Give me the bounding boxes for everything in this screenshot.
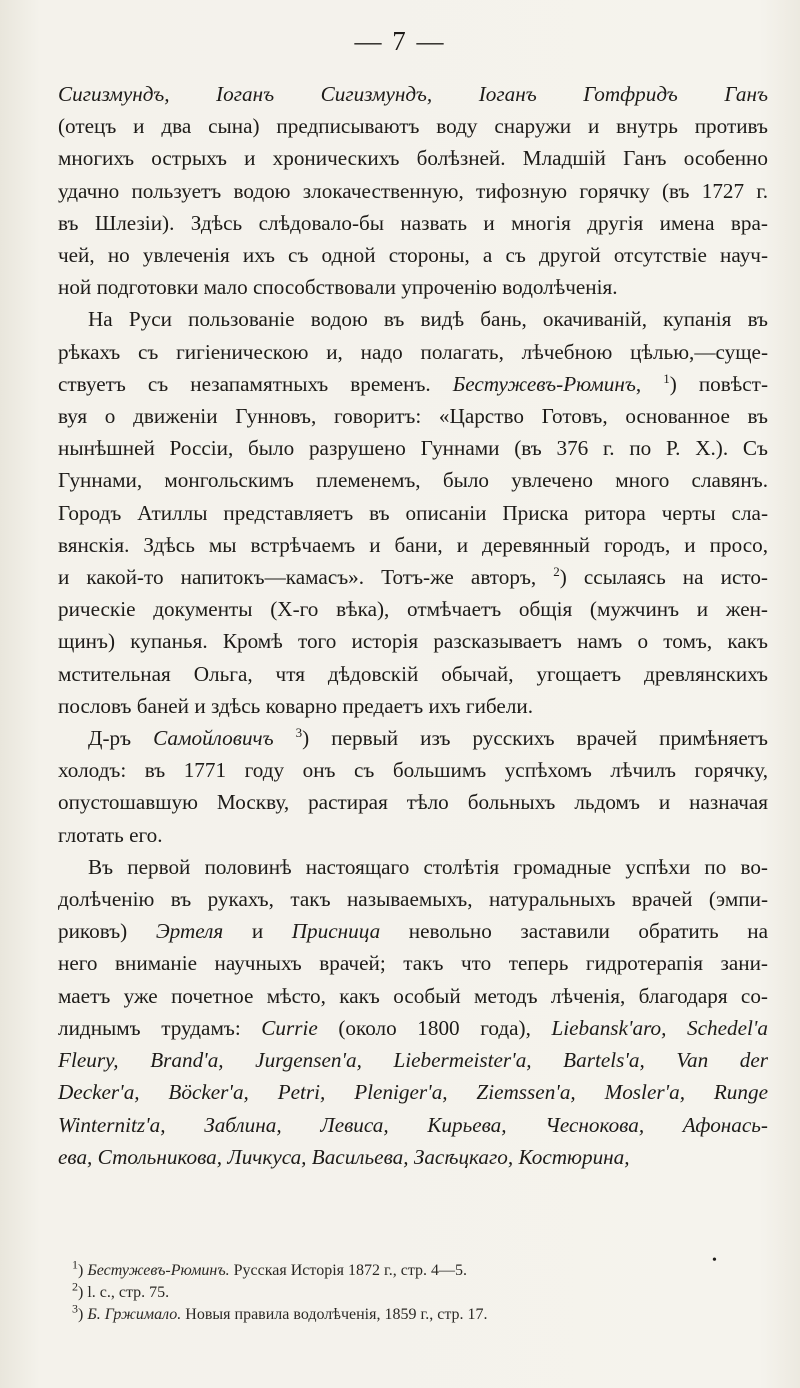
text-segment: ствуетъ съ незапамятныхъ временъ. (58, 371, 453, 396)
text-segment: чей, но увлеченія ихъ съ одной стороны, а съ другой отсутствіе науч- (58, 243, 768, 268)
text-segment: пословъ баней и здѣсь коварно предаетъ ихъ гибели. (58, 693, 534, 718)
footnote: $^1$) Бестужевъ-Рюминъ. Русская Исторія 1872 г., стр. 4—5. (72, 1257, 468, 1279)
main-text (58, 78, 768, 1173)
text-segment: удачно пользуетъ водою злокачественную, тифозную горячку (въ 1727 г. (58, 178, 768, 203)
text-line (58, 851, 768, 883)
text-line (58, 207, 768, 239)
text-line (58, 497, 768, 529)
text-segment: него вниманіе научныхъ врачей; такъ что теперь гидротерапія зани- (58, 951, 768, 976)
text-line (58, 110, 768, 142)
text-line (58, 786, 768, 818)
text-line (58, 78, 768, 110)
text-line (58, 1076, 768, 1108)
italic-name: ева, Стольникова, Личкуса, Васильева, Засѣцкаго, Костюрина, (58, 1144, 630, 1169)
text-line (58, 915, 768, 947)
text-segment: многихъ острыхъ и хроническихъ болѣзней. Младшій Ганъ особенно (58, 146, 768, 171)
text-segment: лиднымъ трудамъ: (58, 1015, 262, 1040)
text-line (58, 819, 768, 851)
italic-name: Присница (291, 919, 381, 944)
text-line (58, 690, 768, 722)
text-line (58, 947, 768, 979)
text-segment: щинъ) купанья. Кромѣ того исторія разсказываетъ намъ о томъ, какъ (58, 629, 768, 654)
text-line (58, 1109, 768, 1141)
footnote-author: Бестужевъ-Рюминъ. (87, 1262, 230, 1279)
text-line (58, 142, 768, 174)
text-line (58, 593, 768, 625)
text-line (58, 1012, 768, 1044)
text-segment: и (223, 919, 292, 944)
text-segment: Городъ Атиллы представляетъ въ описаніи Приска ритора черты сла- (58, 500, 768, 525)
text-line (58, 303, 768, 335)
text-segment: нынѣшней Россіи, было разрушено Гуннами (въ 376 г. по Р. Х.). Съ (58, 436, 768, 461)
footnote-mark: 3 (72, 1301, 78, 1316)
italic-name: Бестужевъ-Рюминъ (452, 371, 636, 396)
footnote-text: Новыя правила водолѣченія, 1859 г., стр. 17. (185, 1306, 488, 1323)
text-segment: глотать его. (58, 822, 163, 847)
italic-name: Fleury, Brand'a, Jurgensen'a, Liebermeister'a, Bartels'a, Van der (58, 1048, 768, 1073)
text-segment (274, 726, 296, 750)
italic-name: Liebansk'aro, Schedel'a (551, 1015, 768, 1040)
text-segment: Въ первой половинѣ настоящаго столѣтія громадные успѣхи по во- (88, 854, 768, 879)
text-line (58, 754, 768, 786)
page-number: — 7 — (354, 26, 446, 56)
footnote-author: Б. Гржимало. (87, 1306, 182, 1323)
text-line (58, 239, 768, 271)
text-segment: и какой-то напитокъ—камасъ». Тотъ-же авторъ, (58, 565, 554, 590)
text-segment: На Руси пользованіе водою въ видѣ бань, окачиваній, купанія въ (88, 307, 768, 332)
text-line (58, 464, 768, 496)
text-segment: риковъ) (58, 919, 156, 944)
text-line (58, 1141, 768, 1173)
italic-name: Сигизмундъ, Іоганъ Сигизмундъ, Іоганъ Готфридъ Ганъ (58, 82, 768, 106)
text-segment: ной подготовки мало способствовали упроченію водолѣченія. (58, 275, 618, 300)
text-segment: опустошавшую Москву, растирая тѣло больныхъ льдомъ и назначая (58, 790, 768, 815)
text-segment: , (635, 371, 664, 396)
footnote: $^2$) l. c., стр. 75. (72, 1279, 170, 1301)
footnote-text: Русская Исторія 1872 г., стр. 4—5. (233, 1262, 468, 1279)
italic-name: Самойловичъ (153, 726, 274, 751)
text-segment: ) повѣст- (669, 371, 768, 396)
footnote-mark: 2 (72, 1279, 78, 1294)
italic-name: Winternitz'a, Заблина, Левиса, Кирьева, Чеснокова, Афонась- (58, 1112, 768, 1137)
stray-mark: • (712, 1253, 717, 1268)
text-line (58, 368, 768, 400)
text-segment: вянскія. Здѣсь мы встрѣчаемъ и бани, и деревянный городъ, и просо, (58, 532, 768, 557)
footnote-ref: 1 (663, 370, 670, 386)
text-line (58, 561, 768, 593)
text-segment: ) ссылаясь на исто- (559, 565, 768, 590)
text-line (58, 625, 768, 657)
text-segment: (около 1800 года), (317, 1015, 552, 1040)
text-line (58, 175, 768, 207)
footnote-ref: 3 (295, 725, 303, 740)
text-segment: долѣченію въ рукахъ, такъ называемыхъ, натуральныхъ врачей (эмпи- (58, 887, 768, 912)
footnote-text: l. c., стр. 75. (87, 1284, 170, 1301)
text-line (58, 1044, 768, 1076)
text-line (58, 400, 768, 432)
footnote: $^3$) Б. Гржимало. Новыя правила водолѣченія, 1859 г., стр. 17. (72, 1301, 488, 1323)
text-line (58, 432, 768, 464)
text-segment: ) первый изъ русскихъ врачей примѣняетъ (302, 726, 769, 751)
italic-name: Decker'a, Böcker'a, Petri, Pleniger'a, Ziemssen'a, Mosler'a, Runge (58, 1080, 768, 1105)
text-line (58, 883, 768, 915)
text-segment: Д-ръ (88, 726, 154, 751)
text-segment: вуя о движеніи Гунновъ, говоритъ: «Царство Готовъ, основанное въ (58, 404, 768, 429)
text-line (58, 271, 768, 303)
text-segment: въ Шлезіи). Здѣсь слѣдовало-бы назвать и многія другія имена вра- (58, 210, 768, 235)
text-line (58, 980, 768, 1012)
footnote-ref: 2 (553, 563, 560, 579)
text-segment: невольно заставили обратить на (380, 919, 769, 944)
text-segment: Гуннами, монгольскимъ племенемъ, было увлечено много славянъ. (58, 468, 768, 493)
italic-name: Эртеля (155, 919, 224, 944)
text-segment: рическіе документы (Х-го вѣка), отмѣчаетъ общія (мужчинъ и жен- (58, 597, 768, 622)
text-line (58, 336, 768, 368)
text-line (58, 658, 768, 690)
italic-name: Currie (261, 1015, 318, 1040)
footnote-mark: 1 (72, 1257, 78, 1272)
footnotes (72, 1257, 752, 1326)
text-segment: (отецъ и два сына) предписываютъ воду снаружи и внутрь противъ (58, 114, 768, 139)
text-segment: маетъ уже почетное мѣсто, какъ особый методъ лѣченія, благодаря со- (58, 983, 768, 1008)
text-line (58, 722, 768, 754)
text-segment: рѣкахъ съ гигіеническою и, надо полагать, лѣчебною цѣлью,—суще- (58, 339, 768, 364)
text-segment: холодъ: въ 1771 году онъ съ большимъ успѣхомъ лѣчилъ горячку, (58, 758, 768, 783)
text-line (58, 529, 768, 561)
text-segment: мстительная Ольга, чтя дѣдовскій обычай, угощаетъ древлянскихъ (58, 661, 768, 686)
